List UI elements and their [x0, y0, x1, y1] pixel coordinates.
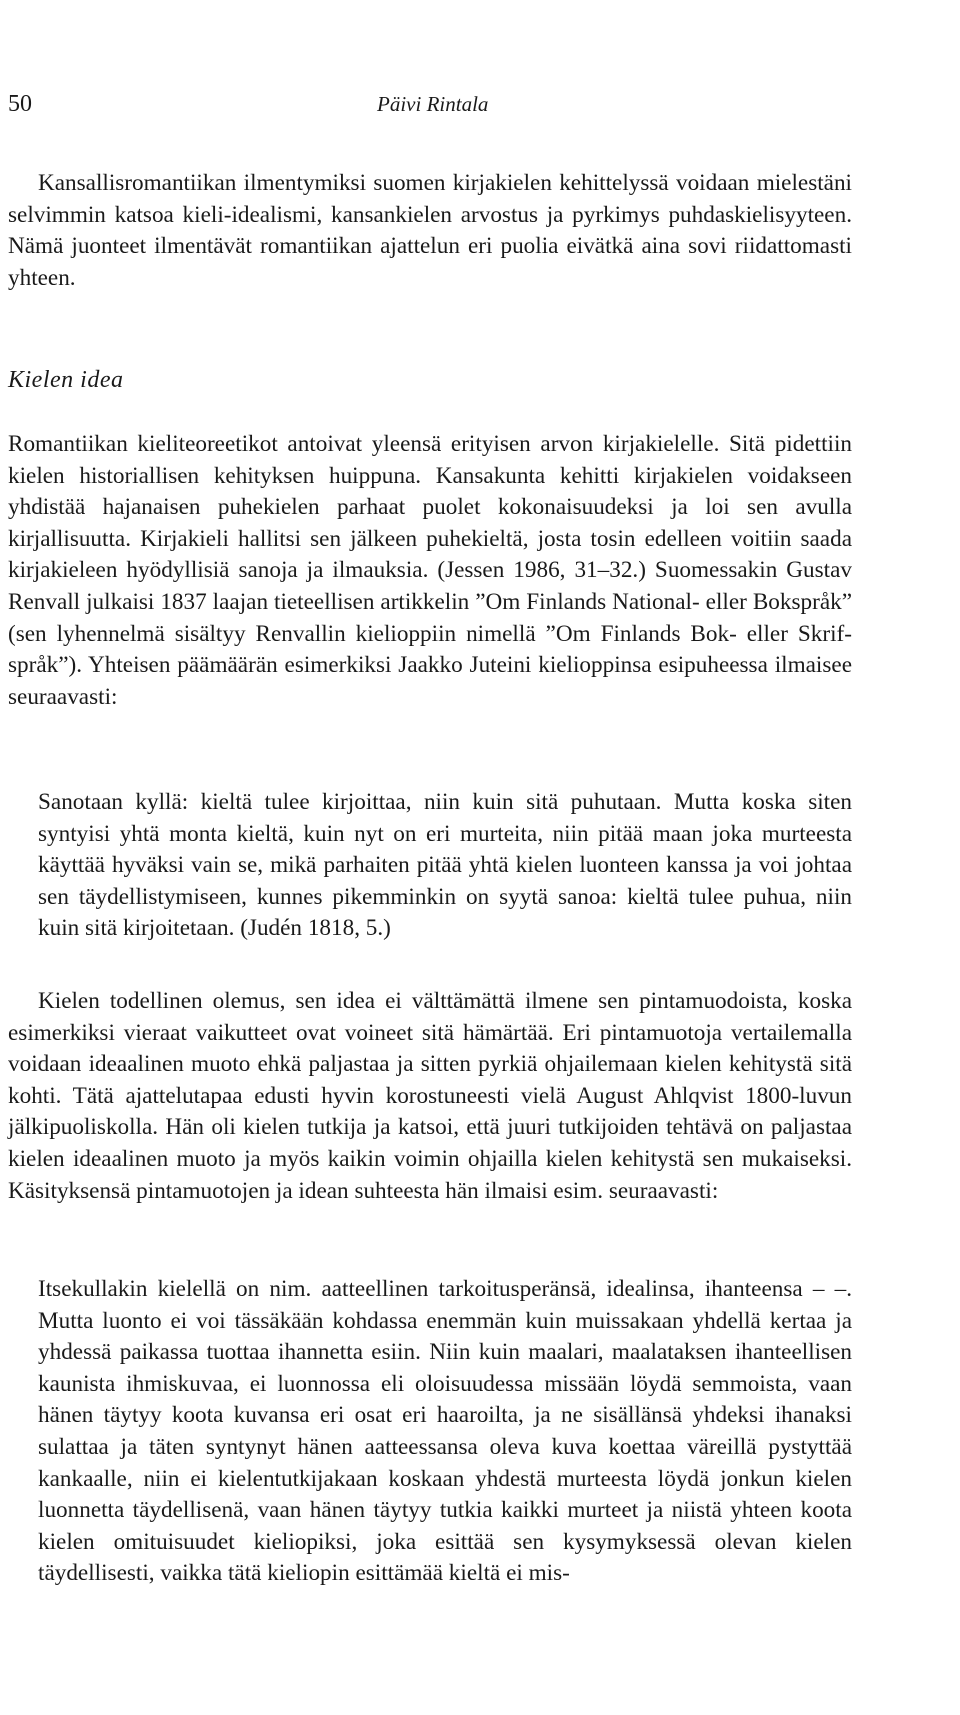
block-quote-juteini: Sanotaan kyllä: kieltä tulee kirjoittaa, niin kuin sitä puhutaan. Mutta koska siten syntyisi yhtä monta kieltä, kuin nyt on eri murteita, niin pitää maan joka murteesta käyttää hyväksi vain se, mikä parhaiten pitää yhtä kielen luonteen kanssa ja voi johtaa sen täydellistymiseen, kunnes pikemminkin on syytä sanoa: kieltä tulee puhua, niin kuin sitä kirjoitetaan. (Judén 1818, 5.): [38, 789, 852, 942]
running-head-author: Päivi Rintala: [377, 92, 489, 116]
running-head: [8, 88, 852, 120]
paragraph-continuation: Kielen todellinen olemus, sen idea ei välttämättä ilmene sen pintamuodoista, koska esimerkiksi vieraat vaikutteet ovat voineet sitä hämärtää. Eri pintamuotoja vertailemalla voidaan ideaalinen muoto ehkä paljastaa ja sitten pyrkiä ohjailemaan kielen kehitystä sitä kohti. Tätä ajattelutapaa edusti hyvin korostuneesti vielä August Ahlqvist 1800-luvun jälkipuoliskolla. Hän oli kielen tutkija ja katsoi, että juuri tutkijoiden tehtävä on paljastaa kielen ideaalinen muoto ja myös kaikin voimin ohjailla kielen kehitystä sen mukaiseksi. Käsityksensä pintamuotojen ja idean suhteesta hän ilmaisi esim. seuraavasti:: [8, 988, 852, 1204]
page-number: 50: [8, 91, 32, 117]
section-heading: Kielen idea: [8, 367, 124, 393]
paragraph-intro: Kansallisromantiikan ilmentymiksi suomen kirjakielen kehittelyssä voidaan mielestäni selvimmin katsoa kieli-idealismi, kansankielen arvostus ja pyrkimys puhdaskielisyyteen. Nämä juonteet ilmentävät romantiikan ajattelun eri puolia eivätkä aina sovi riidattomasti yhteen.: [8, 170, 852, 291]
block-quote-ahlqvist: Itsekullakin kielellä on nim. aatteellinen tarkoitusperänsä, idealinsa, ihanteensa – –. Mutta luonto ei voi tässäkään kohdassa enemmän kuin muissakaan yhdellä kertaa ja yhdessä paikassa tuottaa ihannetta esiin. Niin kuin maalari, maalataksen ihanteellisen kaunista ihmiskuvaa, ei luonnossa eli oloisuudessa missään löydä semmoista, vaan hänen täytyy koota kuvansa eri osat eri haaroilta, ja ne sisällänsä yhdeksi ihanaksi sulattaa ja täten syntynyt hänen aatteessansa oleva kuva koettaa väreillä pystyttää kankaalle, niin ei kielentutkijakaan koskaan yhdestä murteesta löydä jonkun kielen luonnetta täydellisenä, vaan hänen täytyy tutkia kaikki murteet ja niistä yhteen koota kielen omituisuudet kieliopiksi, joka esittää sen kysymyksessä olevan kielen täydellisesti, vaikka tätä kieliopin esittämää kieltä ei mis-: [38, 1276, 852, 1587]
paragraph-section-body: Romantiikan kieliteoreetikot antoivat yleensä erityisen arvon kirjakielelle. Sitä pidettiin kielen historiallisen kehityksen huippuna. Kansakunta kehitti kirjakielen voidakseen yhdistää hajanaisen puhekielen parhaat puolet kokonaisuudeksi ja loi sen avulla kirjallisuutta. Kirjakieli hallitsi sen jälkeen puhekieltä, josta tosin edelleen voitiin saada kirjakieleen hyödyllisiä sanoja ja ilmauksia. (Jessen 1986, 31–32.) Suomessakin Gustav Renvall julkaisi 1837 laajan tieteellisen artikkelin ”Om Finlands National- eller Bokspråk” (sen lyhennelmä sisältyy Renvallin kielioppiin nimellä ”Om Finlands Bok- eller Skrif-språk”). Yhteisen päämäärän esimerkiksi Jaakko Juteini kielioppinsa esipuheessa ilmaisee seuraavasti:: [8, 431, 852, 710]
